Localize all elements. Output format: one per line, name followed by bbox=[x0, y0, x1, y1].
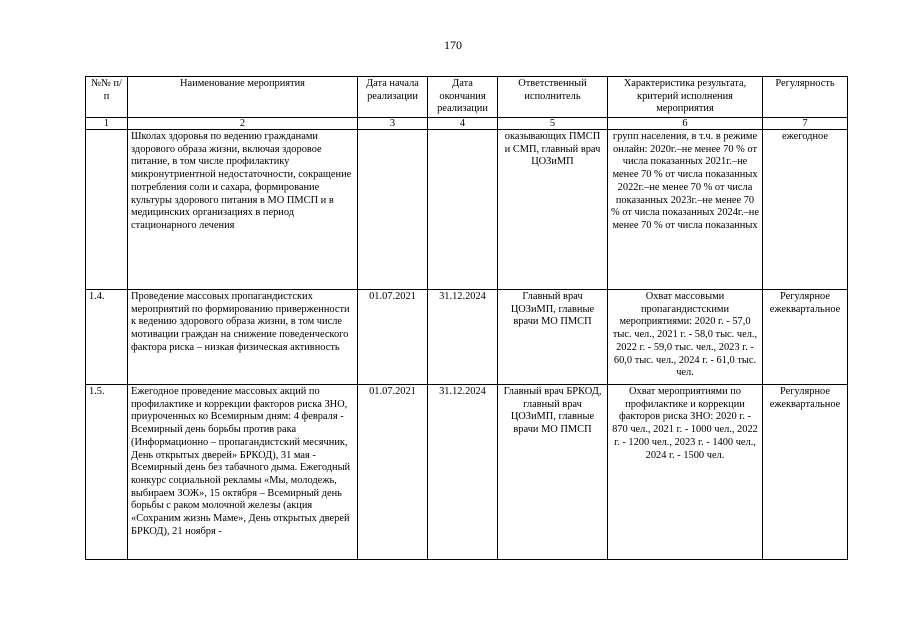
header-row bbox=[86, 77, 848, 118]
responsible: Главный врач ЦОЗиМП, главные врачи МО ПМСП bbox=[498, 290, 608, 385]
regularity: ежегодное bbox=[763, 130, 848, 290]
table-row bbox=[86, 130, 848, 290]
result: групп населения, в т.ч. в режиме онлайн: 2020г.–не менее 70 % от числа показанных 2021г.–не менее 70 % от числа показанных 2022г.–не менее 70 % от числа показанных 2023г.–не менее 70 % от числа показанных 2024г.–не менее 70 % от числа показанных bbox=[608, 130, 763, 290]
table-row bbox=[86, 290, 848, 385]
responsible: оказывающих ПМСП и СМП, главный врач ЦОЗиМП bbox=[498, 130, 608, 290]
result: Охват массовыми пропагандистскими мероприятиями: 2020 г. - 57,0 тыс. чел., 2021 г. - 58,0 тыс. чел., 2022 г. - 59,0 тыс. чел., 2023 г. - 60,0 тыс. чел., 2024 г. - 61,0 тыс. чел. bbox=[608, 290, 763, 385]
column-number: 4 bbox=[428, 118, 498, 130]
responsible: Главный врач БРКОД, главный врач ЦОЗиМП, главные врачи МО ПМСП bbox=[498, 385, 608, 560]
start-date: 01.07.2021 bbox=[358, 290, 428, 385]
result: Охват мероприятиями по профилактике и коррекции факторов риска ЗНО: 2020 г. - 870 чел., 2021 г. - 1000 чел., 2022 г. - 1200 чел., 2023 г. - 1400 чел., 2024 г. - 1500 чел. bbox=[608, 385, 763, 560]
row-number: 1.4. bbox=[86, 290, 128, 385]
page-number: 170 bbox=[444, 38, 462, 52]
activity-name: Ежегодное проведение массовых акций по профилактике и коррекции факторов риска ЗНО, приуроченных ко Всемирным дням: 4 февраля - Всемирный день борьбы против рака (Информационно – пропагандистский месячник, День открытых дверей» БРКОД), 31 мая - Всемирный день без табачного дыма. Ежегодный конкурс социальной рекламы «Мы, молодежь, выбираем ЗОЖ», 15 октября – Всемирный день борьбы с раком молочной железы (акция «Сохраним жизнь Маме», День открытых дверей БРКОД), 21 ноября - bbox=[128, 385, 358, 560]
start-date: 01.07.2021 bbox=[358, 385, 428, 560]
activity-name: Школах здоровья по ведению гражданами здорового образа жизни, включая здоровое питание, в том числе профилактику микронутриентной недостаточности, сокращение потребления соли и сахара, формирование культуры здорового питания в МО ПМСП и в медицинских организациях в период стационарного лечения bbox=[128, 130, 358, 290]
start-date bbox=[358, 130, 428, 290]
column-number: 3 bbox=[358, 118, 428, 130]
row-number bbox=[86, 130, 128, 290]
end-date: 31.12.2024 bbox=[428, 290, 498, 385]
header-responsible: Ответственный исполнитель bbox=[498, 77, 608, 118]
row-number: 1.5. bbox=[86, 385, 128, 560]
column-number: 2 bbox=[128, 118, 358, 130]
activities-table bbox=[85, 76, 848, 560]
header-end-date: Дата окончания реализации bbox=[428, 77, 498, 118]
header-number: №№ п/п bbox=[86, 77, 128, 118]
regularity: Регулярное ежеквартальное bbox=[763, 290, 848, 385]
header-result: Характеристика результата, критерий исполнения мероприятия bbox=[608, 77, 763, 118]
header-regularity: Регулярность bbox=[763, 77, 848, 118]
column-numbers-row bbox=[86, 118, 848, 130]
activity-name: Проведение массовых пропагандистских мероприятий по формированию приверженности к ведению здорового образа жизни, в том числе мотивации граждан на снижение поведенческого фактора риска – низкая физическая активность bbox=[128, 290, 358, 385]
column-number: 7 bbox=[763, 118, 848, 130]
column-number: 1 bbox=[86, 118, 128, 130]
column-number: 5 bbox=[498, 118, 608, 130]
end-date: 31.12.2024 bbox=[428, 385, 498, 560]
header-start-date: Дата начала реализации bbox=[358, 77, 428, 118]
regularity: Регулярное ежеквартальное bbox=[763, 385, 848, 560]
end-date bbox=[428, 130, 498, 290]
table-row bbox=[86, 385, 848, 560]
column-number: 6 bbox=[608, 118, 763, 130]
header-name: Наименование мероприятия bbox=[128, 77, 358, 118]
